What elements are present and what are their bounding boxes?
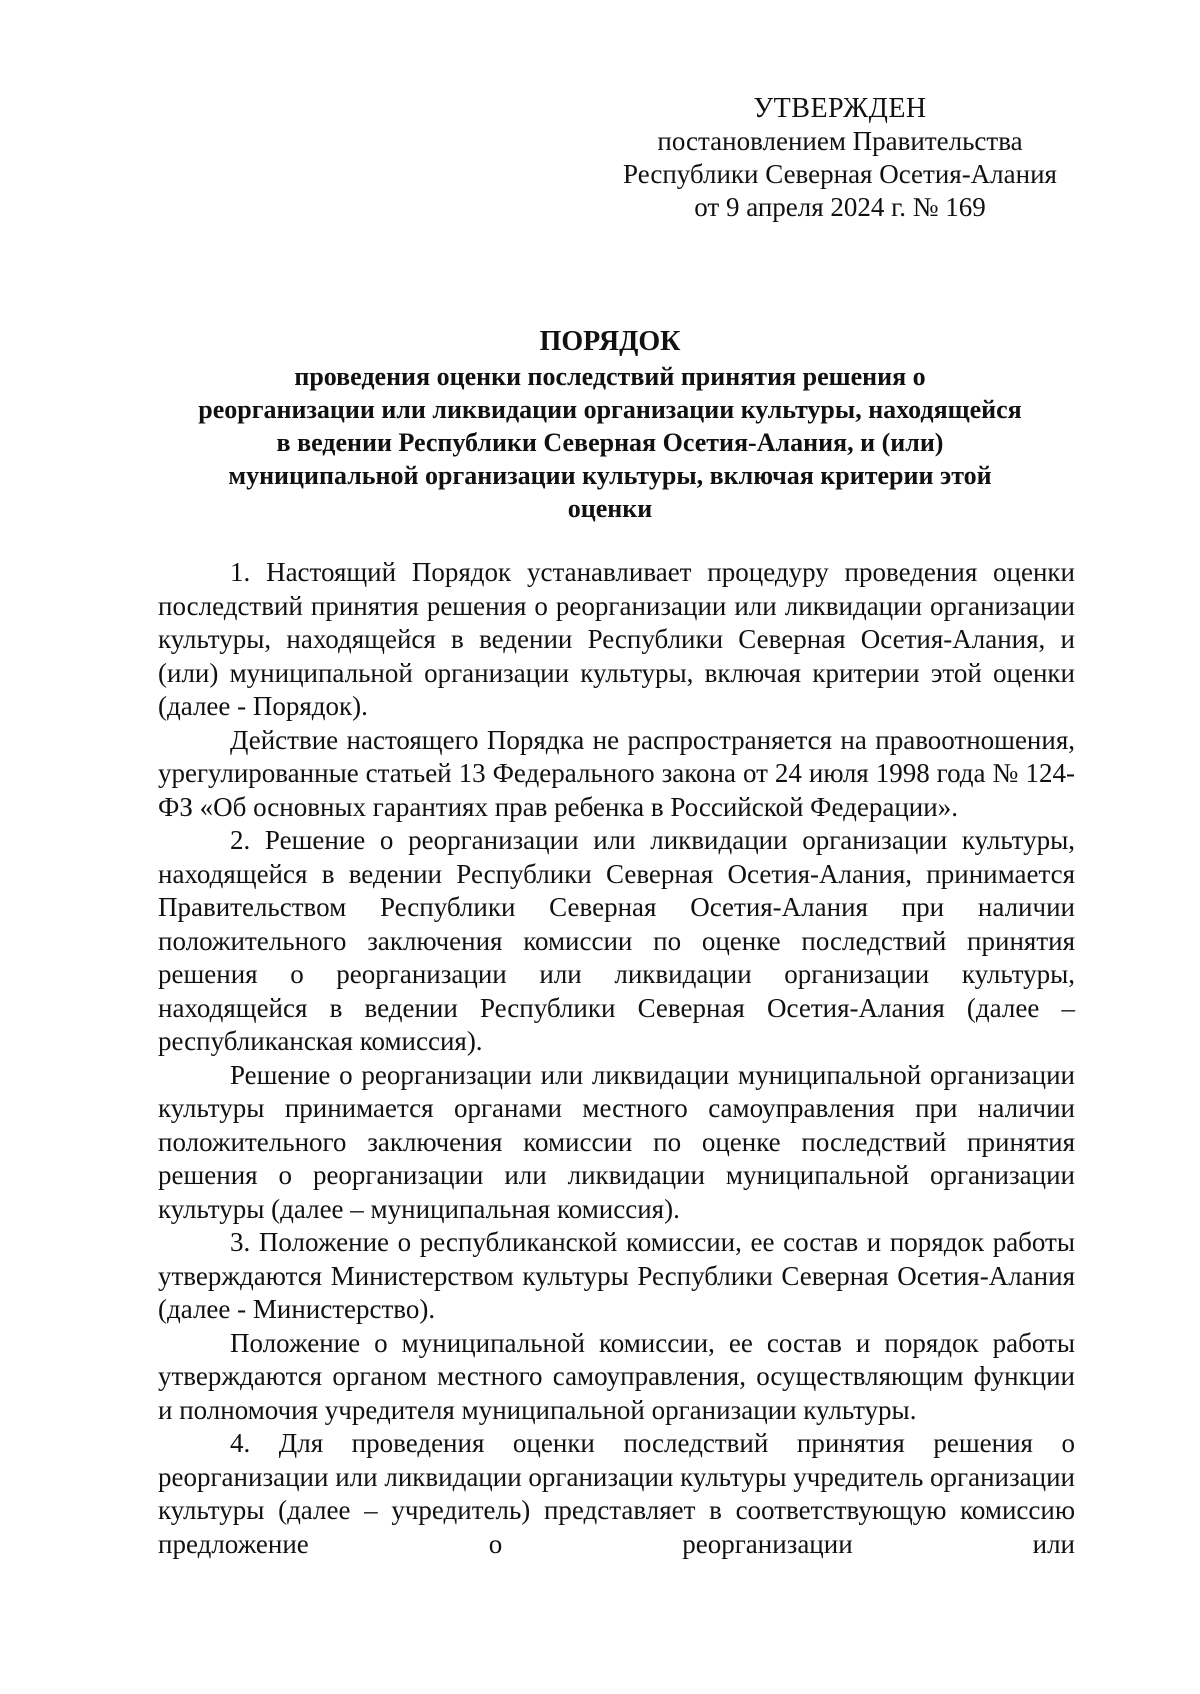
document-title-line-5: оценки bbox=[567, 494, 653, 523]
document-title-line-3: в ведении Республики Северная Осетия-Алания, и (или) bbox=[276, 428, 944, 457]
document-title bbox=[150, 325, 1070, 525]
document-title-main: ПОРЯДОК bbox=[539, 326, 681, 357]
document-title-line-1: проведения оценки последствий принятия решения о bbox=[294, 362, 926, 391]
approval-line-2: Республики Северная Осетия-Алания bbox=[623, 159, 1057, 189]
paragraph-3: 2. Решение о реорганизации или ликвидации организации культуры, находящейся в ведении Республики Северная Осетия-Алания, принимается Правительством Республики Северная Осетия-Алания при наличии положительного заключения комиссии по оценке последствий принятия решения о реорганизации или ликвидации организации культуры, находящейся в ведении Республики Северная Осетия-Алания (далее – республиканская комиссия). bbox=[158, 825, 1075, 1056]
paragraph-1: 1. Настоящий Порядок устанавливает процедуру проведения оценки последствий принятия решения о реорганизации или ликвидации организации культуры, находящейся в ведении Республики Северная Осетия-Алания, и (или) муниципальной организации культуры, включая критерии этой оценки (далее - Порядок). bbox=[158, 557, 1075, 721]
approval-line-1: постановлением Правительства bbox=[657, 126, 1023, 156]
paragraph-7: 4. Для проведения оценки последствий принятия решения о реорганизации или ликвидации организации культуры учредитель организации культуры (далее – учредитель) представляет в соответствующую комиссию предложение о реорганизации или bbox=[158, 1428, 1075, 1559]
approval-line-3: от 9 апреля 2024 г. № 169 bbox=[694, 192, 986, 222]
document-title-line-2: реорганизации или ликвидации организации культуры, находящейся bbox=[198, 395, 1022, 424]
paragraph-2: Действие настоящего Порядка не распространяется на правоотношения, урегулированные статьей 13 Федерального закона от 24 июля 1998 года № 124-ФЗ «Об основных гарантиях прав ребенка в Российской Федерации». bbox=[158, 724, 1075, 822]
document-title-line-4: муниципальной организации культуры, включая критерии этой bbox=[228, 461, 992, 490]
paragraph-4: Решение о реорганизации или ликвидации муниципальной организации культуры принимается органами местного самоуправления при наличии положительного заключения комиссии по оценке последствий принятия решения о реорганизации или ликвидации муниципальной организации культуры (далее – муниципальная комиссия). bbox=[158, 1059, 1075, 1224]
document-body bbox=[158, 556, 1075, 1561]
paragraph-6: Положение о муниципальной комиссии, ее состав и порядок работы утверждаются органом местного самоуправления, осуществляющим функции и полномочия учредителя муниципальной организации культуры. bbox=[158, 1327, 1075, 1425]
paragraph-5: 3. Положение о республиканской комиссии, ее состав и порядок работы утверждаются Министерством культуры Республики Северная Осетия-Алания (далее - Министерство). bbox=[158, 1227, 1075, 1324]
approval-heading: УТВЕРЖДЕН bbox=[753, 93, 927, 124]
approval-stamp bbox=[580, 92, 1100, 224]
